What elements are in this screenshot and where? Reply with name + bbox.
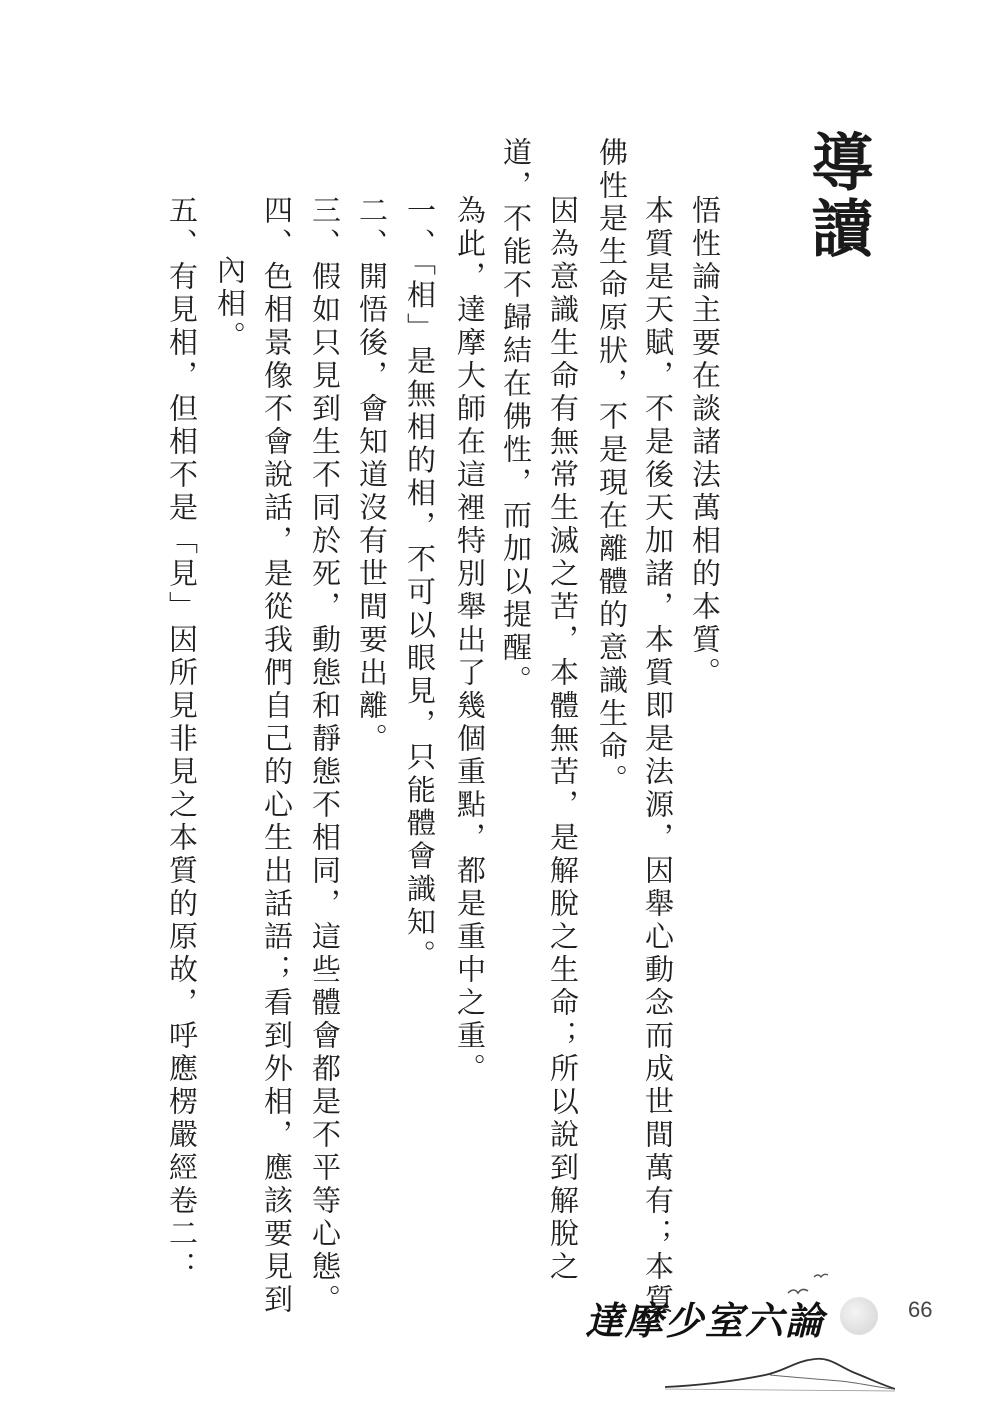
- text-column-10: 四、色相景像不會說話，是從我們自己的心生出話語；看到外相，應該要見到: [260, 195, 294, 1317]
- text-column-6: 為此，達摩大師在這裡特別舉出了幾個重點，都是重中之重。: [453, 195, 487, 1086]
- text-column-12: 五、有見相，但相不是「見」因所見非見之本質的原故，呼應楞嚴經卷二：: [165, 195, 199, 1284]
- text-column-4: 因為意識生命有無常生滅之苦，本體無苦，是解脫之生命；所以說到解脫之: [546, 195, 580, 1284]
- text-column-2: 本質是天賦，不是後天加諸，本質即是法源，因舉心動念而成世間萬有；本質: [641, 195, 675, 1317]
- mountain-icon: [665, 1345, 895, 1395]
- page-title: 導讀: [801, 130, 874, 262]
- page-number: 66: [908, 1297, 933, 1322]
- text-column-8: 二、開悟後，會知道沒有世間要出離。: [355, 195, 389, 756]
- text-column-1: 悟性論主要在談諸法萬相的本質。: [688, 195, 722, 690]
- moon-icon: [840, 1297, 878, 1335]
- text-column-3: 佛性是生命原狀，不是現在離體的意識生命。: [595, 137, 629, 797]
- text-column-11: 內相。: [213, 255, 247, 354]
- book-title: 達摩少室六論: [585, 1298, 826, 1343]
- text-column-7: 一、「相」是無相的相，不可以眼見，只能體會識知。: [403, 195, 437, 973]
- text-column-9: 三、假如只見到生不同於死，動態和靜態不相同，這些體會都是不平等心態。: [308, 195, 342, 1317]
- text-column-5: 道，不能不歸結在佛性，而加以提醒。: [499, 137, 533, 698]
